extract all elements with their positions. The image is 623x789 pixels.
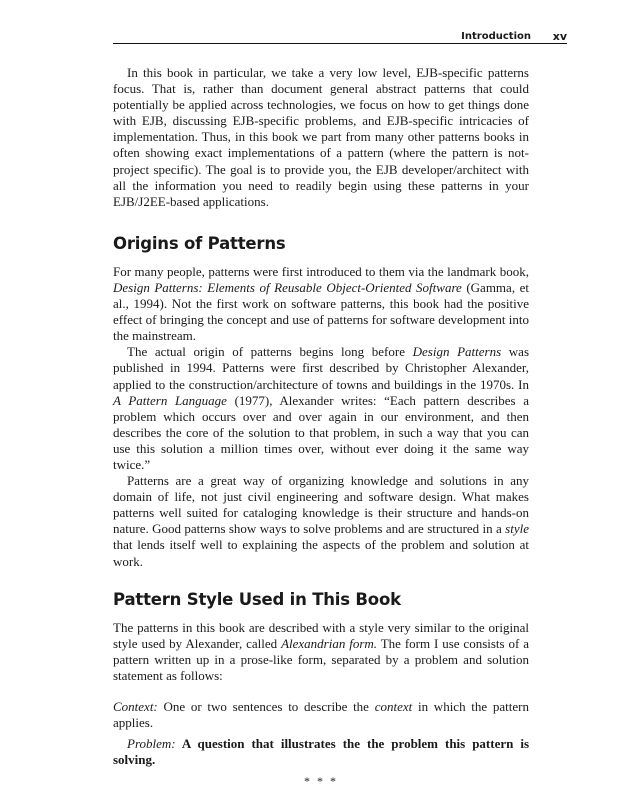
running-header — [113, 29, 567, 43]
context-word: context — [374, 699, 413, 714]
book-title-pattern-language: A Pattern Language — [113, 392, 227, 408]
problem-text: A question that illustrates the the problem this pattern is solving. — [113, 736, 529, 768]
section-heading-origins: Origins of Patterns — [113, 233, 286, 253]
running-header-title: Introduction — [461, 31, 531, 42]
section-heading-pattern-style: Pattern Style Used in This Book — [113, 589, 401, 609]
book-title-short: Design Patterns — [412, 344, 502, 360]
context-statement: Context: One or two sentences to describe the context in which the pattern applies. — [113, 699, 529, 731]
page-number: xv — [552, 30, 567, 43]
problem-label: Problem: — [127, 736, 176, 752]
problem-statement — [113, 736, 529, 768]
emphasis-style: style — [505, 521, 529, 537]
page-body — [113, 65, 529, 789]
spacer — [113, 684, 529, 699]
origins-paragraph-1: For many people, patterns were first introduced to them via the landmark book, Design Patterns: Elements of Reusable Object-Oriented Software (Gamma, et al., 1994). Not the first work on software patterns, this book had the positive effect of bringing the concept and use of patterns for software development into the mainstream. — [113, 263, 529, 344]
pattern-style-paragraph: The patterns in this book are described with a style very similar to the original style used by Alexander, called Alexandrian form. The form I use consists of a pattern written up in a prose-like form, separated by a problem and solution statement as follows: — [113, 619, 529, 683]
section-separator: * * * — [304, 774, 338, 789]
term-alexandrian-form: Alexandrian form. — [281, 635, 378, 651]
header-rule — [113, 43, 567, 44]
origins-paragraph-2: The actual origin of patterns begins long before Design Patterns was published in 1994. Patterns were first described by Christopher Alexander, applied to the construction/architecture of towns and buildings in the 1970s. In A Pattern Language (1977), Alexander writes: “Each pattern describes a problem which occurs over and over again in our environment, and then describes the core of the solution to that problem, in such a way that you can use this solution a million times over, without ever doing it the same way twice.” — [113, 344, 530, 472]
context-label: Context: — [113, 699, 158, 714]
intro-paragraph: In this book in particular, we take a very low level, EJB-specific patterns focus. That is, rather than document general abstract patterns that could potentially be applied across technologies, we focus on how to get things done with EJB, discussing EJB-specific problems, and EJB-specific intricacies of implementation. Thus, in this book we part from many other patterns books in often showing exact implementations of a pattern (where the pattern is not-project specific). The goal is to provide you, the EJB developer/architect with all the information you need to readily begin using these patterns in your EJB/J2EE-based applications. — [113, 65, 529, 209]
origins-paragraph-3: Patterns are a great way of organizing knowledge and solutions in any domain of life, not just civil engineering and software design. What makes patterns well suited for cataloging knowledge is their structure and hands-on nature. Good patterns show ways to solve problems and are structured in a style that lends itself well to explaining the aspects of the problem and solution at work. — [113, 473, 529, 569]
book-title-design-patterns: Design Patterns: Elements of Reusable Object-Oriented Software — [113, 279, 462, 295]
